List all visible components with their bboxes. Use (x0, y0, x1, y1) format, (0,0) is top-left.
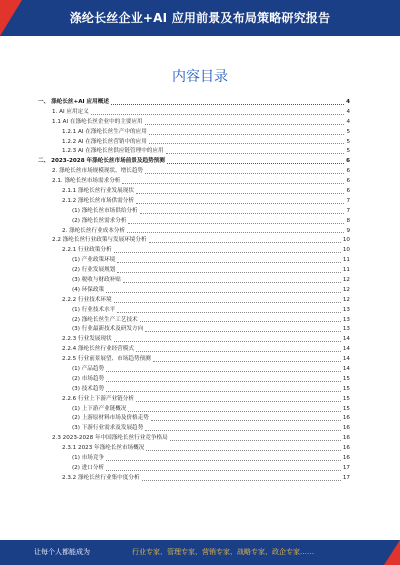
toc-entry[interactable] (38, 138, 350, 148)
toc-dot-leader (136, 350, 341, 352)
toc-entry[interactable] (38, 217, 350, 227)
toc-entry-page: 14 (342, 346, 350, 353)
toc-entry-title: 2.3 2023-2028 年中国涤纶长丝行业竞争格局 (52, 435, 168, 442)
toc-dot-leader (122, 182, 344, 184)
toc-entry[interactable] (38, 355, 350, 365)
toc-entry[interactable] (38, 296, 350, 306)
toc-dot-leader (117, 261, 341, 263)
toc-entry-page: 14 (342, 356, 350, 363)
toc-entry-title: (2) 进口分析 (72, 464, 105, 471)
toc-dot-leader (114, 340, 341, 342)
toc-entry[interactable] (38, 345, 350, 355)
header-banner (0, 0, 400, 36)
toc-dot-leader (91, 113, 345, 115)
toc-dot-leader (114, 251, 341, 253)
toc-entry[interactable] (38, 306, 350, 316)
toc-entry-page: 13 (342, 326, 350, 333)
toc-dot-leader (167, 162, 344, 164)
toc-entry-page: 6 (346, 168, 350, 175)
toc-entry-title: 2.1.2 涤纶长丝市场供需分析 (62, 197, 134, 204)
toc-entry-title: 2.2.5 行业前景展望、市场趋势预测 (62, 356, 151, 363)
toc-entry-title: 二、 2023-2028 年涤纶长丝市场前景及趋势预测 (38, 158, 165, 165)
toc-entry-page: 16 (342, 425, 350, 432)
toc-entry-title: 1.2.1 AI 在涤纶长丝生产中的应用 (62, 128, 147, 135)
toc-entry[interactable] (38, 286, 350, 296)
toc-entry-page: 4 (346, 118, 350, 125)
toc-entry[interactable] (38, 147, 350, 157)
toc-dot-leader (106, 459, 341, 461)
toc-entry[interactable] (38, 454, 350, 464)
toc-entry-page: 15 (342, 375, 350, 382)
toc-entry[interactable] (38, 276, 350, 286)
toc-entry[interactable] (38, 157, 350, 167)
toc-entry[interactable] (38, 108, 350, 118)
toc-entry[interactable] (38, 167, 350, 177)
toc-dot-leader (149, 133, 345, 135)
toc-entry[interactable] (38, 434, 350, 444)
toc-entry-title: 2.3.1 2023 年涤纶长丝市场概况 (62, 445, 145, 452)
toc-entry-page: 11 (342, 267, 350, 274)
toc-entry[interactable] (38, 365, 350, 375)
toc-entry-page: 7 (346, 197, 350, 204)
toc-entry-page: 4 (346, 98, 350, 105)
toc-entry-title: (2) 涤纶长丝需求分析 (72, 217, 127, 224)
toc-entry-page: 12 (342, 277, 350, 284)
toc-dot-leader (114, 301, 341, 303)
toc-entry-title: (4) 环保政策 (72, 286, 105, 293)
toc-entry[interactable] (38, 128, 350, 138)
toc-entry-title: (3) 下游行业需求及发展趋势 (72, 425, 144, 432)
toc-entry[interactable] (38, 316, 350, 326)
toc-entry-title: (1) 产品趋势 (72, 366, 105, 373)
toc-dot-leader (136, 400, 341, 402)
toc-entry-title: (1) 产业政策环境 (72, 257, 116, 264)
toc-entry-page: 13 (342, 306, 350, 313)
toc-entry[interactable] (38, 335, 350, 345)
toc-entry-title: 2.2.3 行业发展现状 (62, 336, 112, 343)
toc-entry-page: 7 (346, 207, 350, 214)
toc-entry[interactable] (38, 236, 350, 246)
footer-red-corner (384, 540, 400, 565)
toc-entry[interactable] (38, 197, 350, 207)
toc-entry[interactable] (38, 177, 350, 187)
toc-dot-leader (151, 419, 341, 421)
toc-entry[interactable] (38, 227, 350, 237)
toc-entry-title: 2.3.2 涤纶长丝行业集中度分析 (62, 474, 140, 481)
toc-entry[interactable] (38, 444, 350, 454)
toc-dot-leader (128, 222, 344, 224)
toc-dot-leader (142, 479, 341, 481)
toc-entry[interactable] (38, 187, 350, 197)
toc-dot-leader (106, 291, 341, 293)
toc-entry-title: 2.2.1 行业政策分析 (62, 247, 112, 254)
toc-entry-page: 6 (346, 188, 350, 194)
toc-entry-page: 11 (342, 257, 350, 264)
toc-dot-leader (166, 152, 345, 154)
toc-entry-page: 5 (346, 128, 350, 135)
toc-entry-title: (2) 市场趋势 (72, 375, 105, 382)
toc-entry-title: 2.1.1 涤纶长丝行业发展现状 (62, 188, 134, 194)
toc-entry[interactable] (38, 266, 350, 276)
toc-dot-leader (145, 123, 345, 125)
toc-entry-page: 16 (342, 455, 350, 462)
toc-entry-page: 12 (342, 286, 350, 293)
toc-entry-title: (2) 涤纶长丝生产工艺技术 (72, 316, 138, 323)
toc-dot-leader (111, 103, 344, 105)
toc-dot-leader (106, 380, 341, 382)
toc-entry[interactable] (38, 424, 350, 434)
toc-entry[interactable] (38, 375, 350, 385)
toc-entry-page: 17 (342, 474, 350, 481)
toc-entry-title: 2.2.4 涤纶长丝行业经营模式 (62, 346, 134, 353)
toc-entry[interactable] (38, 385, 350, 395)
toc-dot-leader (136, 192, 344, 194)
toc-entry-page: 6 (346, 178, 350, 185)
table-of-contents (38, 98, 350, 484)
toc-entry-page: 6 (346, 158, 350, 165)
toc-entry-page: 10 (342, 247, 350, 254)
footer-lead-text: 让每个人都能成为 (34, 548, 90, 556)
toc-dot-leader (140, 320, 341, 322)
toc-entry-title: 2.2.6 行业上下游产业链分析 (62, 395, 134, 402)
toc-dot-leader (106, 370, 341, 372)
toc-entry[interactable] (38, 118, 350, 128)
toc-entry[interactable] (38, 415, 350, 425)
toc-entry[interactable] (38, 246, 350, 256)
header-title: 涤纶长丝企业+AI 应用前景及布局策略研究报告 (69, 11, 331, 25)
toc-entry-page: 17 (342, 464, 350, 471)
toc-entry-page: 14 (342, 366, 350, 373)
toc-entry-title: (1) 市场竞争 (72, 455, 105, 462)
footer-roles-text: 行业专家、管理专家、营销专家、战略专家、政企专家…… (132, 548, 314, 556)
toc-dot-leader (145, 330, 341, 332)
toc-dot-leader (117, 271, 341, 273)
toc-entry-page: 16 (342, 435, 350, 442)
toc-entry-title: (3) 税收与财政补贴 (72, 277, 121, 284)
toc-entry-title: (1) 行业技术水平 (72, 306, 116, 313)
toc-entry-title: 2. 涤纶长丝市场规模现状、增长趋势 (52, 168, 144, 175)
toc-dot-leader (140, 212, 345, 214)
toc-dot-leader (145, 429, 341, 431)
toc-entry-page: 16 (342, 445, 350, 452)
toc-dot-leader (170, 439, 341, 441)
toc-dot-leader (145, 172, 344, 174)
footer-banner (0, 540, 400, 565)
toc-entry-page: 5 (346, 138, 350, 145)
toc-entry-page: 15 (342, 395, 350, 402)
toc-entry-title: 2.2 涤纶长丝行业政策与发展环境分析 (52, 237, 147, 244)
toc-entry-page: 5 (346, 148, 350, 155)
toc-entry-page: 9 (346, 227, 350, 234)
toc-entry-title: (2) 行业发展规划 (72, 267, 116, 274)
toc-dot-leader (149, 241, 341, 243)
toc-dot-leader (123, 281, 341, 283)
toc-entry-title: (1) 涤纶长丝市场供给分析 (72, 207, 138, 214)
toc-entry-page: 13 (342, 316, 350, 323)
toc-dot-leader (127, 231, 344, 233)
toc-entry-title: 1. AI 应用定义 (52, 108, 89, 115)
toc-dot-leader (128, 410, 340, 412)
toc-entry-title: 一、 涤纶长丝+AI 应用概述 (38, 98, 109, 105)
toc-entry[interactable] (38, 256, 350, 266)
toc-dot-leader (146, 449, 341, 451)
toc-entry-page: 15 (342, 385, 350, 392)
toc-dot-leader (106, 469, 341, 471)
toc-entry[interactable] (38, 474, 350, 484)
toc-entry-title: 2.2.2 行业技术环境 (62, 296, 112, 303)
toc-entry-title: (3) 技术趋势 (72, 385, 105, 392)
toc-entry-title: 2. 涤纶长丝行业成本分析 (62, 227, 126, 234)
toc-entry-page: 14 (342, 336, 350, 343)
toc-entry-page: 15 (342, 405, 350, 412)
toc-entry[interactable] (38, 325, 350, 335)
toc-entry[interactable] (38, 207, 350, 217)
toc-dot-leader (136, 202, 344, 204)
toc-dot-leader (149, 142, 345, 144)
toc-entry-page: 10 (342, 237, 350, 244)
toc-entry-page: 16 (342, 415, 350, 422)
toc-entry-page: 8 (346, 217, 350, 224)
toc-entry-title: (2) 上游原材料市场及价格走势 (72, 415, 149, 422)
toc-entry-title: (1) 上下游产业链概况 (72, 405, 127, 412)
toc-entry-page: 4 (346, 108, 350, 115)
toc-entry-title: 1.2.2 AI 在涤纶长丝营销中的应用 (62, 138, 147, 145)
toc-entry[interactable] (38, 464, 350, 474)
toc-dot-leader (117, 311, 341, 313)
toc-dot-leader (153, 360, 341, 362)
toc-dot-leader (106, 390, 341, 392)
toc-entry-title: 1.2.3 AI 在涤纶长丝供应链管理中的应用 (62, 148, 164, 155)
toc-entry[interactable] (38, 405, 350, 415)
toc-entry-title: 2.1. 涤纶长丝市场需求分析 (52, 178, 121, 185)
toc-entry[interactable] (38, 395, 350, 405)
toc-heading: 内容目录 (172, 69, 228, 85)
toc-entry-page: 12 (342, 296, 350, 303)
toc-entry[interactable] (38, 98, 350, 108)
toc-entry-title: 1.1 AI 在涤纶长丝企业中的主要应用 (52, 118, 143, 125)
toc-entry-title: (3) 行业最新技术及研发方向 (72, 326, 144, 333)
